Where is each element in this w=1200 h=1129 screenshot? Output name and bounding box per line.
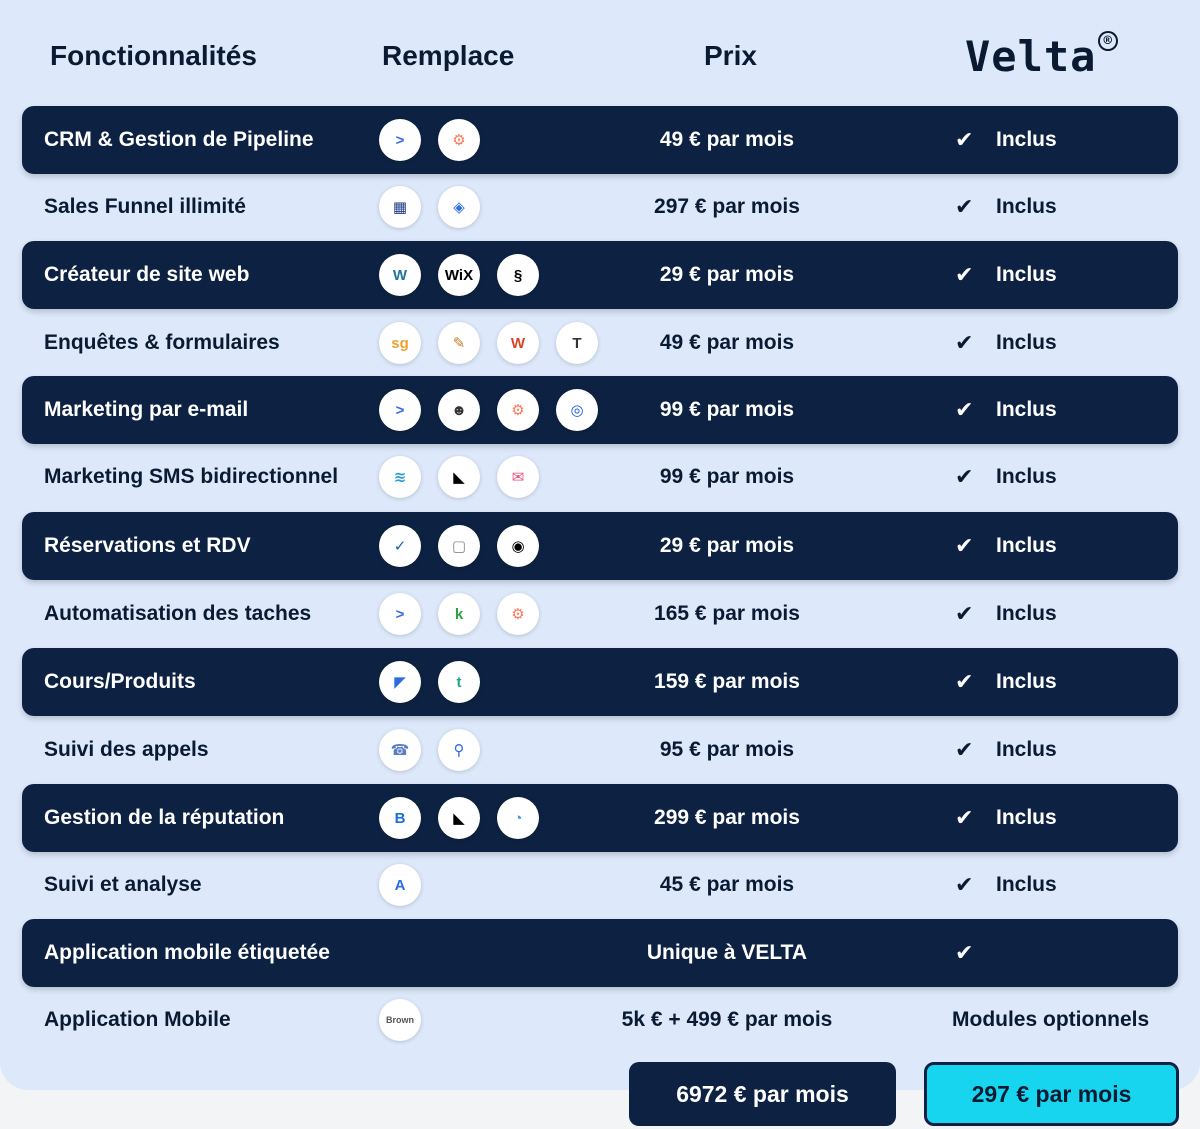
- typeform-icon: T: [556, 322, 598, 364]
- feature-name: Gestion de la réputation: [44, 806, 285, 829]
- feature-name: Marketing SMS bidirectionnel: [44, 465, 339, 488]
- check-icon: ✔: [955, 872, 974, 897]
- check-icon: ✔: [955, 262, 974, 287]
- status-label: Inclus: [996, 263, 1057, 286]
- brown-app-icon: Brown: [379, 999, 421, 1041]
- activecampaign-icon: >: [379, 593, 421, 635]
- calendly-icon: ✓: [379, 525, 421, 567]
- status-label: Inclus: [996, 873, 1057, 896]
- table-row: [22, 376, 1178, 444]
- pie-chart-icon: ◔: [497, 797, 539, 839]
- check-icon: ✔: [955, 737, 974, 762]
- total-velta: 297 € par mois: [924, 1062, 1179, 1126]
- feature-name: Sales Funnel illimité: [44, 195, 246, 218]
- status-label: Inclus: [996, 602, 1057, 625]
- price: 29 € par mois: [659, 263, 795, 286]
- feature-name: Suivi et analyse: [44, 873, 202, 896]
- teachable-icon: t: [438, 661, 480, 703]
- price: 165 € par mois: [654, 602, 800, 625]
- status-label: Inclus: [996, 670, 1057, 693]
- check-icon: ✔: [955, 464, 974, 489]
- calendar-icon: ▢: [438, 525, 480, 567]
- table-row: [22, 716, 1178, 784]
- table-row: [22, 309, 1178, 377]
- price: 49 € par mois: [659, 128, 795, 151]
- price: 95 € par mois: [659, 738, 795, 761]
- replaced-tools: [379, 661, 480, 703]
- price: 99 € par mois: [659, 465, 795, 488]
- check-icon: ✔: [955, 669, 974, 694]
- replaced-tools: [379, 254, 539, 296]
- wufoo-icon: W: [497, 322, 539, 364]
- feature-name: Automatisation des taches: [44, 602, 312, 625]
- price: 45 € par mois: [659, 873, 795, 896]
- status-label: Inclus: [996, 128, 1057, 151]
- feature-name: Cours/Produits: [44, 670, 196, 693]
- replaced-tools: [379, 797, 539, 839]
- feature-name: Application mobile étiquetée: [44, 941, 330, 964]
- squarespace-icon: §: [497, 254, 539, 296]
- mail-icon: ✉: [497, 456, 539, 498]
- price: 159 € par mois: [654, 670, 800, 693]
- wix-icon: WiX: [438, 254, 480, 296]
- status-label: Inclus: [996, 465, 1057, 488]
- status-label: Inclus: [996, 195, 1057, 218]
- clickfunnels-icon: ▦: [379, 186, 421, 228]
- table-row: [22, 241, 1178, 309]
- check-icon: ✔: [955, 533, 974, 558]
- podium-icon: ◣: [438, 456, 480, 498]
- layers-icon: ◈: [438, 186, 480, 228]
- check-icon: ✔: [955, 397, 974, 422]
- birdeye-icon: B: [379, 797, 421, 839]
- check-icon: ✔: [955, 330, 974, 355]
- header-features: Fonctionnalités: [50, 40, 257, 71]
- feature-name: CRM & Gestion de Pipeline: [44, 128, 314, 151]
- constant-contact-icon: ◎: [556, 389, 598, 431]
- feature-name: Marketing par e-mail: [44, 398, 249, 421]
- replaced-tools: [379, 456, 539, 498]
- table-row: [22, 648, 1178, 716]
- table-row: [22, 106, 1178, 174]
- price: 49 € par mois: [659, 331, 795, 354]
- table-row: [22, 512, 1178, 580]
- price: 299 € par mois: [654, 806, 800, 829]
- table-row: [22, 173, 1178, 241]
- replaced-tools: [379, 119, 480, 161]
- activecampaign-icon: >: [379, 389, 421, 431]
- replaced-tools: [379, 593, 539, 635]
- check-icon: ✔: [955, 601, 974, 626]
- eztexting-icon: ≋: [379, 456, 421, 498]
- pen-icon: ✎: [438, 322, 480, 364]
- feature-name: Réservations et RDV: [44, 534, 251, 557]
- check-icon: ✔: [955, 194, 974, 219]
- replaced-tools: [379, 729, 480, 771]
- price: 5k € + 499 € par mois: [621, 1008, 833, 1031]
- replaced-tools: [379, 525, 539, 567]
- location-pin-icon: ⚲: [438, 729, 480, 771]
- table-row: [22, 443, 1178, 511]
- table-row: [22, 784, 1178, 852]
- keap-icon: k: [438, 593, 480, 635]
- callrail-icon: ☎: [379, 729, 421, 771]
- table-row: [22, 580, 1178, 648]
- table-row: [22, 851, 1178, 919]
- check-icon: ✔: [955, 940, 974, 965]
- status-label: Inclus: [996, 331, 1057, 354]
- brand-name: Velta: [965, 32, 1097, 81]
- kajabi-icon: ◤: [379, 661, 421, 703]
- status-label: Inclus: [996, 398, 1057, 421]
- price: 297 € par mois: [654, 195, 800, 218]
- status-label: Inclus: [996, 534, 1057, 557]
- surveygizmo-icon: sg: [379, 322, 421, 364]
- velta-logo: [965, 32, 1118, 81]
- replaced-tools: [379, 186, 480, 228]
- status-label: Inclus: [996, 738, 1057, 761]
- hubspot-icon: ⚙: [438, 119, 480, 161]
- header-replaces: Remplace: [382, 40, 515, 71]
- hubspot-icon: ⚙: [497, 593, 539, 635]
- feature-name: Créateur de site web: [44, 263, 250, 286]
- registered-mark: ®: [1098, 31, 1117, 51]
- status-label: Modules optionnels: [952, 1008, 1150, 1031]
- wordpress-icon: W: [379, 254, 421, 296]
- podium-icon: ◣: [438, 797, 480, 839]
- price: 29 € par mois: [659, 534, 795, 557]
- table-row: [22, 919, 1178, 987]
- feature-name: Suivi des appels: [44, 738, 209, 761]
- feature-name: Enquêtes & formulaires: [44, 331, 280, 354]
- replaced-tools: [379, 864, 421, 906]
- table-header: [0, 0, 1200, 105]
- header-price: Prix: [704, 40, 757, 71]
- check-icon: ✔: [955, 127, 974, 152]
- price: 99 € par mois: [659, 398, 795, 421]
- price: Unique à VELTA: [646, 941, 808, 964]
- feature-name: Application Mobile: [44, 1008, 231, 1031]
- check-icon: ✔: [955, 805, 974, 830]
- activecampaign-icon: >: [379, 119, 421, 161]
- total-competitors: 6972 € par mois: [629, 1062, 896, 1126]
- table-row: [22, 986, 1178, 1054]
- acuity-icon: ◉: [497, 525, 539, 567]
- analytics-icon: A: [379, 864, 421, 906]
- mailchimp-icon: ☻: [438, 389, 480, 431]
- hubspot-icon: ⚙: [497, 389, 539, 431]
- replaced-tools: [379, 999, 421, 1041]
- status-label: Inclus: [996, 806, 1057, 829]
